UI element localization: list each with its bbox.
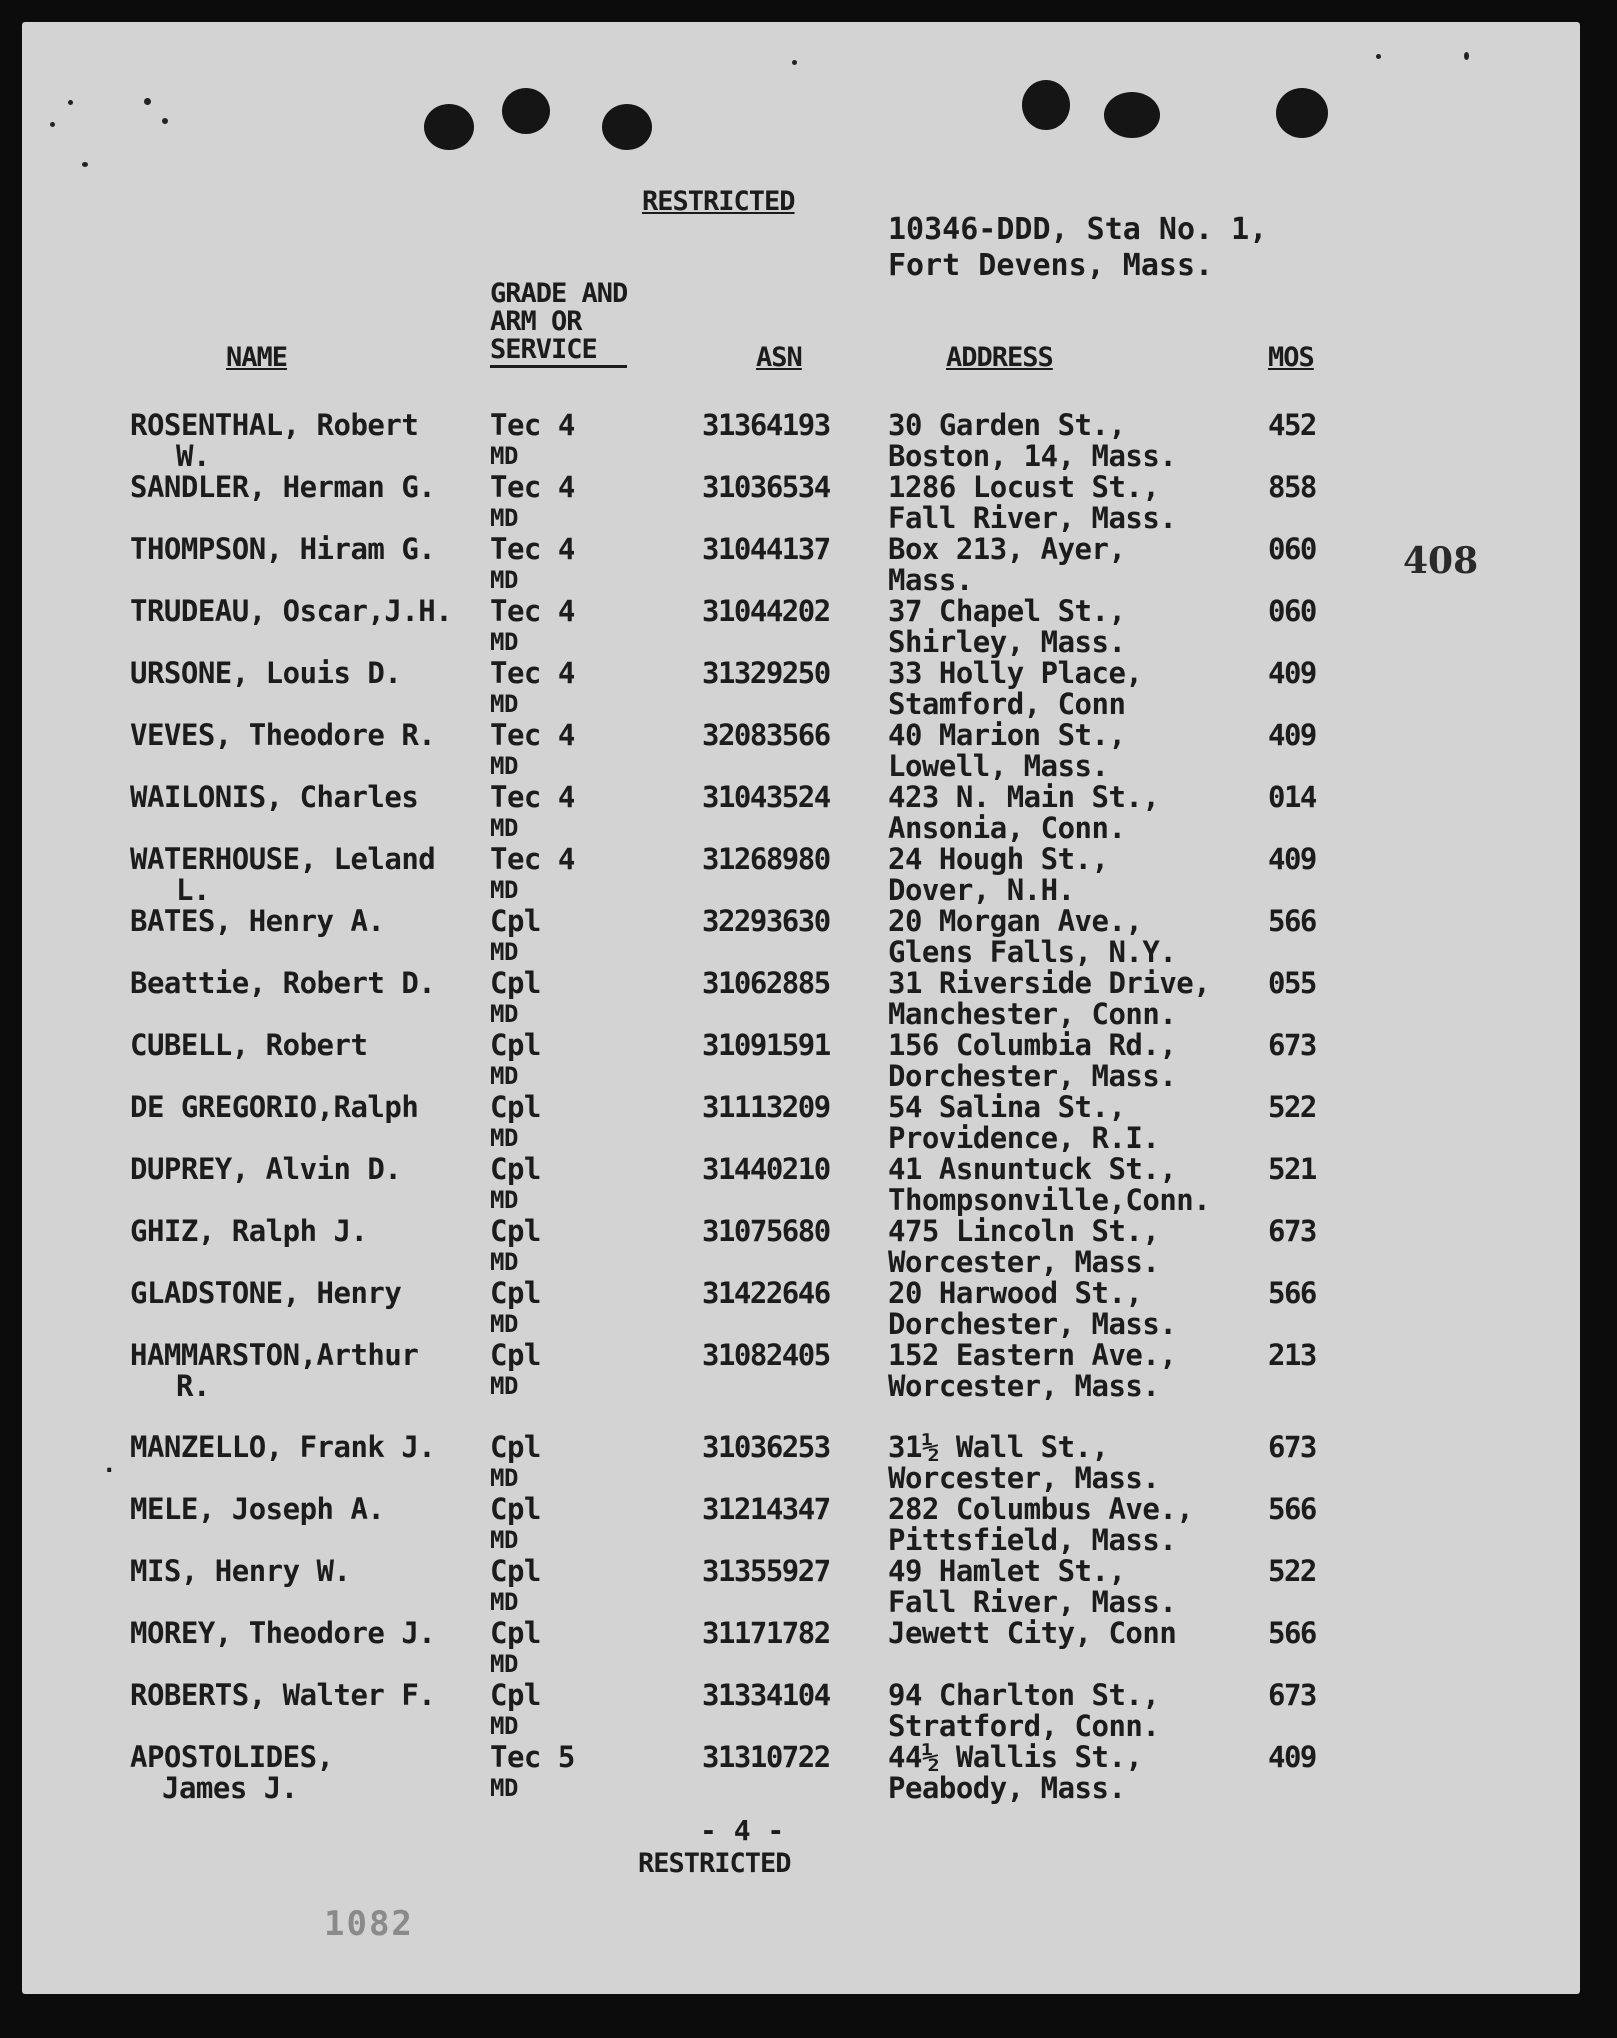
column-header-line: ARM OR <box>490 306 582 337</box>
punch-hole <box>424 104 474 150</box>
address-cell: 475 Lincoln St., <box>888 1214 1160 1248</box>
restricted-heading-top: RESTRICTED <box>642 186 795 217</box>
asn-cell: 31214347 <box>702 1492 830 1526</box>
table-row <box>22 968 1580 1032</box>
column-header-line: SERVICE <box>490 334 597 365</box>
grade-cell: Cpl <box>490 966 541 1000</box>
table-row <box>22 1278 1580 1342</box>
mos-cell: 409 <box>1268 1740 1316 1774</box>
name-cell: HAMMARSTON,Arthur <box>130 1338 419 1372</box>
address-cell-continued: Ansonia, Conn. <box>888 811 1126 845</box>
mos-cell: 673 <box>1268 1678 1316 1712</box>
arm-cell: MD <box>490 504 518 532</box>
speck <box>162 118 168 124</box>
name-cell: ROSENTHAL, Robert <box>130 408 419 442</box>
address-cell: 20 Harwood St., <box>888 1276 1143 1310</box>
arm-cell: MD <box>490 1186 518 1214</box>
address-cell-continued: Worcester, Mass. <box>888 1461 1160 1495</box>
grade-cell: Cpl <box>490 1276 541 1310</box>
table-row <box>22 1340 1580 1404</box>
table-row <box>22 906 1580 970</box>
bullet-mark: · <box>102 1456 117 1484</box>
table-row <box>22 1030 1580 1094</box>
table-row <box>22 844 1580 908</box>
arm-cell: MD <box>490 876 518 904</box>
column-header-asn: ASN <box>756 342 802 373</box>
mos-cell: 060 <box>1268 594 1316 628</box>
name-cell: TRUDEAU, Oscar,J.H. <box>130 594 453 628</box>
mos-cell: 566 <box>1268 904 1316 938</box>
name-cell: DUPREY, Alvin D. <box>130 1152 402 1186</box>
asn-cell: 31334104 <box>702 1678 830 1712</box>
grade-cell: Cpl <box>490 1090 541 1124</box>
column-header-grade <box>490 280 627 368</box>
grade-cell: Tec 5 <box>490 1740 575 1774</box>
address-cell-continued: Boston, 14, Mass. <box>888 439 1177 473</box>
asn-cell: 31075680 <box>702 1214 830 1248</box>
address-cell-continued: Shirley, Mass. <box>888 625 1126 659</box>
address-cell: 423 N. Main St., <box>888 780 1160 814</box>
mos-cell: 673 <box>1268 1214 1316 1248</box>
grade-cell: Cpl <box>490 1678 541 1712</box>
mos-cell: 213 <box>1268 1338 1316 1372</box>
name-cell: MOREY, Theodore J. <box>130 1616 436 1650</box>
mos-cell: 522 <box>1268 1554 1316 1588</box>
speck <box>1464 52 1469 60</box>
asn-cell: 31310722 <box>702 1740 830 1774</box>
arm-cell: MD <box>490 814 518 842</box>
address-cell-continued: Stamford, Conn <box>888 687 1126 721</box>
grade-cell: Cpl <box>490 904 541 938</box>
address-cell: 1286 Locust St., <box>888 470 1160 504</box>
asn-cell: 31329250 <box>702 656 830 690</box>
asn-cell: 31062885 <box>702 966 830 1000</box>
asn-cell: 31044202 <box>702 594 830 628</box>
arm-cell: MD <box>490 1372 518 1400</box>
mos-cell: 055 <box>1268 966 1316 1000</box>
address-cell: 49 Hamlet St., <box>888 1554 1126 1588</box>
arm-cell: MD <box>490 628 518 656</box>
asn-cell: 31422646 <box>702 1276 830 1310</box>
table-row <box>22 1494 1580 1558</box>
speck <box>792 60 797 65</box>
name-cell: GHIZ, Ralph J. <box>130 1214 368 1248</box>
address-cell: 44½ Wallis St., <box>888 1740 1143 1774</box>
column-header-mos: MOS <box>1268 342 1314 373</box>
grade-cell: Cpl <box>490 1214 541 1248</box>
arm-cell: MD <box>490 1124 518 1152</box>
address-cell: 30 Garden St., <box>888 408 1126 442</box>
mos-cell: 566 <box>1268 1616 1316 1650</box>
speck <box>50 122 55 127</box>
address-cell-continued: Glens Falls, N.Y. <box>888 935 1177 969</box>
asn-cell: 31043524 <box>702 780 830 814</box>
name-cell: URSONE, Louis D. <box>130 656 402 690</box>
name-cell: DE GREGORIO,Ralph <box>130 1090 419 1124</box>
grade-cell: Tec 4 <box>490 532 575 566</box>
mos-cell: 566 <box>1268 1276 1316 1310</box>
punch-hole <box>1022 80 1070 130</box>
asn-cell: 31044137 <box>702 532 830 566</box>
page-number: - 4 - <box>700 1814 785 1847</box>
grade-cell: Cpl <box>490 1028 541 1062</box>
table-row <box>22 410 1580 474</box>
name-cell: MANZELLO, Frank J. <box>130 1430 436 1464</box>
address-cell-continued: Dover, N.H. <box>888 873 1075 907</box>
address-cell-continued: Peabody, Mass. <box>888 1771 1126 1805</box>
asn-cell: 31036253 <box>702 1430 830 1464</box>
grade-cell: Cpl <box>490 1554 541 1588</box>
name-cell: APOSTOLIDES, <box>130 1740 334 1774</box>
column-header-name: NAME <box>226 342 288 373</box>
grade-cell: Cpl <box>490 1338 541 1372</box>
table-row <box>22 534 1580 598</box>
address-cell: Box 213, Ayer, <box>888 532 1126 566</box>
arm-cell: MD <box>490 752 518 780</box>
grade-cell: Cpl <box>490 1430 541 1464</box>
address-cell: 41 Asnuntuck St., <box>888 1152 1177 1186</box>
asn-cell: 31113209 <box>702 1090 830 1124</box>
arm-cell: MD <box>490 1310 518 1338</box>
name-cell: MIS, Henry W. <box>130 1554 351 1588</box>
mos-cell: 522 <box>1268 1090 1316 1124</box>
table-row <box>22 1154 1580 1218</box>
name-cell: MELE, Joseph A. <box>130 1492 385 1526</box>
asn-cell: 31091591 <box>702 1028 830 1062</box>
arm-cell: MD <box>490 1000 518 1028</box>
arm-cell: MD <box>490 1650 518 1678</box>
table-row <box>22 1742 1580 1806</box>
address-cell: 94 Charlton St., <box>888 1678 1160 1712</box>
address-cell-continued: Worcester, Mass. <box>888 1369 1160 1403</box>
address-cell: 24 Hough St., <box>888 842 1109 876</box>
margin-page-number: 408 <box>1403 540 1479 582</box>
table-row <box>22 1432 1580 1496</box>
speck <box>144 98 151 105</box>
asn-cell: 31268980 <box>702 842 830 876</box>
address-cell: 37 Chapel St., <box>888 594 1126 628</box>
speck <box>82 162 88 167</box>
asn-cell: 31036534 <box>702 470 830 504</box>
arm-cell: MD <box>490 442 518 470</box>
punch-hole <box>1104 92 1160 138</box>
mos-cell: 409 <box>1268 718 1316 752</box>
name-cell-continued: W. <box>176 439 210 473</box>
address-cell: 282 Columbus Ave., <box>888 1492 1194 1526</box>
document-page <box>22 22 1580 1994</box>
grade-cell: Cpl <box>490 1492 541 1526</box>
address-cell-continued: Dorchester, Mass. <box>888 1307 1177 1341</box>
table-row <box>22 782 1580 846</box>
address-cell: 20 Morgan Ave., <box>888 904 1143 938</box>
grade-cell: Tec 4 <box>490 594 575 628</box>
unit-line: Fort Devens, Mass. <box>888 248 1214 283</box>
grade-cell: Cpl <box>490 1616 541 1650</box>
address-cell-continued: Thompsonville,Conn. <box>888 1183 1211 1217</box>
table-row <box>22 1556 1580 1620</box>
arm-cell: MD <box>490 1774 518 1802</box>
table-row <box>22 1216 1580 1280</box>
name-cell: CUBELL, Robert <box>130 1028 368 1062</box>
asn-cell: 31171782 <box>702 1616 830 1650</box>
arm-cell: MD <box>490 1062 518 1090</box>
name-cell-continued: James J. <box>162 1771 298 1805</box>
grade-cell: Tec 4 <box>490 718 575 752</box>
name-cell: WAILONIS, Charles <box>130 780 419 814</box>
name-cell: GLADSTONE, Henry <box>130 1276 402 1310</box>
column-header-line: GRADE AND <box>490 278 628 309</box>
table-row <box>22 596 1580 660</box>
address-cell: 33 Holly Place, <box>888 656 1143 690</box>
arm-cell: MD <box>490 690 518 718</box>
punch-hole <box>602 104 652 150</box>
asn-cell: 32293630 <box>702 904 830 938</box>
table-row <box>22 1680 1580 1744</box>
mos-cell: 858 <box>1268 470 1316 504</box>
asn-cell: 31364193 <box>702 408 830 442</box>
mos-cell: 409 <box>1268 842 1316 876</box>
arm-cell: MD <box>490 1588 518 1616</box>
address-cell-continued: Lowell, Mass. <box>888 749 1109 783</box>
mos-cell: 521 <box>1268 1152 1316 1186</box>
arm-cell: MD <box>490 1248 518 1276</box>
arm-cell: MD <box>490 566 518 594</box>
address-cell-continued: Stratford, Conn. <box>888 1709 1160 1743</box>
table-row <box>22 1618 1580 1682</box>
file-number: 1082 <box>324 1904 414 1944</box>
unit-line: 10346-DDD, Sta No. 1, <box>888 212 1268 247</box>
table-row <box>22 472 1580 536</box>
grade-cell: Cpl <box>490 1152 541 1186</box>
address-cell-continued: Pittsfield, Mass. <box>888 1523 1177 1557</box>
unit-reference <box>888 212 1267 284</box>
punch-hole <box>502 88 550 134</box>
address-cell-continued: Mass. <box>888 563 973 597</box>
mos-cell: 409 <box>1268 656 1316 690</box>
speck <box>68 100 73 105</box>
asn-cell: 31082405 <box>702 1338 830 1372</box>
name-cell-continued: R. <box>176 1369 210 1403</box>
grade-cell: Tec 4 <box>490 470 575 504</box>
address-cell: 40 Marion St., <box>888 718 1126 752</box>
mos-cell: 014 <box>1268 780 1316 814</box>
mos-cell: 566 <box>1268 1492 1316 1526</box>
address-cell: 54 Salina St., <box>888 1090 1126 1124</box>
address-cell-continued: Manchester, Conn. <box>888 997 1177 1031</box>
table-row <box>22 658 1580 722</box>
asn-cell: 32083566 <box>702 718 830 752</box>
asn-cell: 31440210 <box>702 1152 830 1186</box>
address-cell-continued: Providence, R.I. <box>888 1121 1160 1155</box>
mos-cell: 060 <box>1268 532 1316 566</box>
address-cell-continued: Fall River, Mass. <box>888 1585 1177 1619</box>
grade-cell: Tec 4 <box>490 408 575 442</box>
address-cell: Jewett City, Conn <box>888 1616 1177 1650</box>
name-cell: THOMPSON, Hiram G. <box>130 532 436 566</box>
address-cell-continued: Fall River, Mass. <box>888 501 1177 535</box>
address-cell-continued: Worcester, Mass. <box>888 1245 1160 1279</box>
grade-cell: Tec 4 <box>490 842 575 876</box>
mos-cell: 452 <box>1268 408 1316 442</box>
restricted-heading-bottom: RESTRICTED <box>638 1848 791 1879</box>
table-row <box>22 720 1580 784</box>
address-cell: 156 Columbia Rd., <box>888 1028 1177 1062</box>
name-cell: Beattie, Robert D. <box>130 966 436 1000</box>
address-cell: 152 Eastern Ave., <box>888 1338 1177 1372</box>
address-cell-continued: Dorchester, Mass. <box>888 1059 1177 1093</box>
punch-hole <box>1276 88 1328 138</box>
arm-cell: MD <box>490 938 518 966</box>
name-cell-continued: L. <box>176 873 210 907</box>
address-cell: 31 Riverside Drive, <box>888 966 1211 1000</box>
name-cell: BATES, Henry A. <box>130 904 385 938</box>
arm-cell: MD <box>490 1526 518 1554</box>
name-cell: ROBERTS, Walter F. <box>130 1678 436 1712</box>
mos-cell: 673 <box>1268 1430 1316 1464</box>
column-header-address: ADDRESS <box>946 342 1053 373</box>
name-cell: SANDLER, Herman G. <box>130 470 436 504</box>
arm-cell: MD <box>490 1712 518 1740</box>
table-row <box>22 1092 1580 1156</box>
mos-cell: 673 <box>1268 1028 1316 1062</box>
asn-cell: 31355927 <box>702 1554 830 1588</box>
address-cell: 31½ Wall St., <box>888 1430 1109 1464</box>
speck <box>1376 54 1381 59</box>
arm-cell: MD <box>490 1464 518 1492</box>
name-cell: VEVES, Theodore R. <box>130 718 436 752</box>
grade-cell: Tec 4 <box>490 780 575 814</box>
grade-cell: Tec 4 <box>490 656 575 690</box>
name-cell: WATERHOUSE, Leland <box>130 842 436 876</box>
